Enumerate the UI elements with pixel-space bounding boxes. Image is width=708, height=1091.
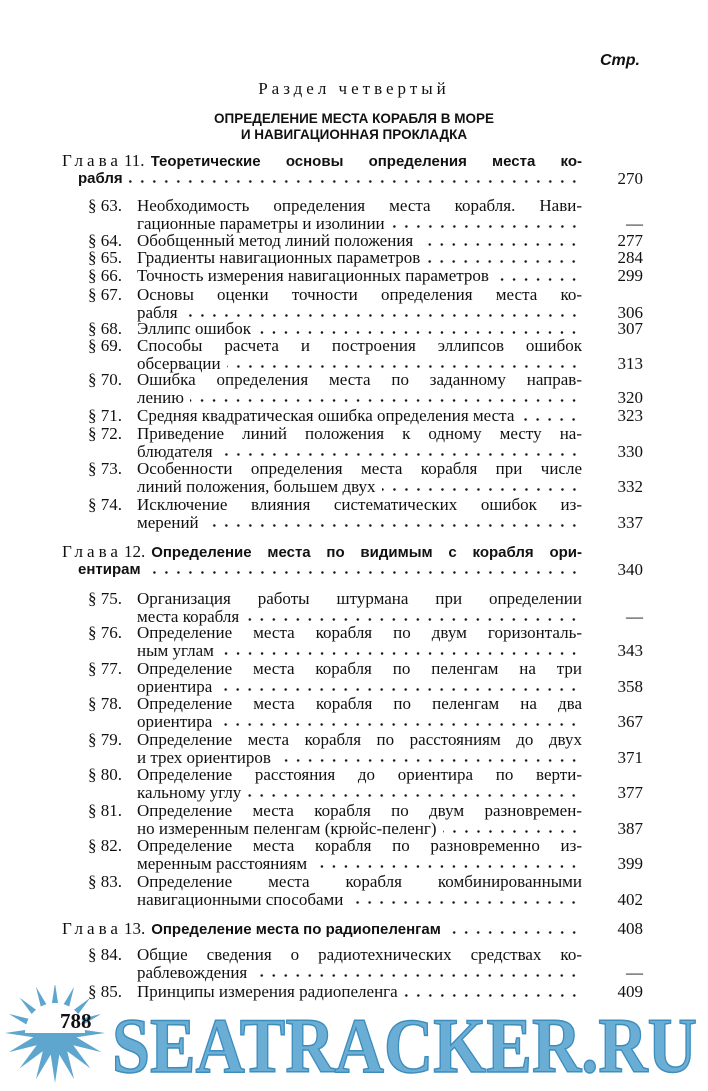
section-line (137, 460, 582, 478)
section-line (137, 197, 582, 215)
dot-leader (219, 453, 580, 456)
section-title-text: обсервации (137, 353, 221, 373)
section-title-text: Определение места корабля по двум разновремен- (137, 802, 582, 820)
section-number: § 70. (88, 370, 122, 389)
section-title-text: Определение места корабля по пеленгам на три (137, 660, 582, 678)
chapter-prefix: Глава (62, 542, 122, 561)
section-title-text: Общие сведения о радиотехнических средствах ко- (137, 946, 582, 964)
section-line (137, 837, 582, 855)
section-line (137, 590, 582, 608)
dot-leader (382, 488, 580, 491)
section-number: § 73. (88, 459, 122, 478)
section-title-text: Обобщенный метод линий положения (137, 231, 414, 250)
chapter-number: 13. (123, 919, 146, 938)
page-reference: 402 (617, 889, 643, 909)
page-reference: 320 (617, 387, 643, 407)
section-line (137, 855, 582, 873)
section-line (137, 267, 582, 285)
dot-leader (129, 180, 580, 183)
section-title-text: раблевождения (137, 962, 248, 982)
section-title-text: Основы оценки точности определения места ко- (137, 286, 582, 304)
dot-leader (447, 931, 580, 934)
page-reference: 307 (617, 319, 643, 338)
section-line (137, 713, 582, 731)
section-line (137, 660, 582, 678)
chapter-title: рабля (78, 169, 123, 187)
section-number: § 66. (88, 266, 122, 285)
page-reference: 306 (617, 302, 643, 322)
page-reference: 323 (617, 406, 643, 425)
section-title-text: гационные параметры и изолинии (137, 213, 385, 233)
dot-leader (419, 243, 580, 246)
dot-leader (218, 723, 580, 726)
section-line (137, 496, 582, 514)
dot-leader (253, 974, 580, 977)
page-reference: 340 (617, 559, 643, 579)
chapter-title: ентирам (78, 560, 141, 578)
dot-leader (205, 524, 580, 527)
page-reference: 337 (617, 512, 643, 532)
section-number: § 76. (88, 623, 122, 642)
page-reference: 332 (617, 476, 643, 496)
section-number: § 72. (88, 424, 122, 443)
section-title-text: Точность измерения навигационных параметров (137, 266, 489, 285)
dot-leader (443, 830, 580, 833)
section-line (137, 407, 582, 425)
section-line (137, 425, 582, 443)
section-number: § 67. (88, 285, 122, 304)
section-line (137, 695, 582, 713)
section-number: § 78. (88, 694, 122, 713)
section-title-text: меренным расстояниям (137, 853, 308, 873)
section-number: § 77. (88, 659, 122, 678)
page-reference: — (626, 213, 643, 233)
page-reference: 371 (617, 747, 643, 767)
section-title-text: мерений (137, 512, 199, 532)
dot-leader (426, 260, 580, 263)
section-number: § 74. (88, 495, 122, 514)
section-number: § 84. (88, 945, 122, 964)
page-number: 788 (60, 1009, 92, 1033)
section-title-text: Организация работы штурмана при определении (137, 590, 582, 608)
page-reference: 377 (617, 782, 643, 802)
page-reference: 367 (617, 711, 643, 731)
section-line (137, 946, 582, 964)
page-column-label: Стр. (600, 52, 640, 69)
page-reference: 409 (617, 982, 643, 1001)
section-line (137, 749, 582, 767)
section-number: § 75. (88, 589, 122, 608)
chapter-number: 11. (123, 151, 145, 170)
section-line (137, 678, 582, 696)
section-title-text: Определение расстояния до ориентира по верти- (137, 766, 582, 784)
page-reference: 299 (617, 266, 643, 285)
watermark-logo (0, 982, 708, 1091)
section-title-text: Определение места корабля по разновременно из- (137, 837, 582, 855)
section-line (137, 249, 582, 267)
dot-leader (247, 794, 580, 797)
dot-leader (349, 901, 580, 904)
section-line (137, 891, 582, 909)
section-title-text: Необходимость определения места корабля. Нави- (137, 197, 582, 215)
section-line (137, 802, 582, 820)
dot-leader (147, 571, 580, 574)
section-line (137, 766, 582, 784)
section-number: § 68. (88, 319, 122, 338)
chapter-title: Определение места по радиопеленгам (151, 921, 441, 938)
section-title-text: но измеренным пеленгам (крюйс-пеленг) (137, 818, 437, 838)
chapter-title: Теоретические основы определения места ко- (150, 153, 582, 170)
dot-leader (218, 688, 580, 691)
section-line (137, 731, 582, 749)
dot-leader (245, 618, 580, 621)
page-reference: 343 (617, 640, 643, 660)
section-title-text: ным углам (137, 640, 214, 660)
chapter-number: 12. (123, 542, 146, 561)
section-title-text: ориентира (137, 676, 213, 696)
chapter-title: Определение места по видимым с корабля ори- (151, 544, 582, 561)
page-reference: 399 (617, 853, 643, 873)
watermark-text: SEATRACKER.RU (112, 1002, 697, 1089)
section-title-text: блюдателя (137, 441, 213, 461)
section-title-text: места корабля (137, 606, 240, 626)
section-title-text: Приведение линий положения к одному месту на- (137, 425, 582, 443)
chapter-line (78, 170, 582, 188)
section-title-text: линий положения, большем двух (137, 476, 376, 496)
dot-leader (495, 278, 580, 281)
section-title-text: Определение места корабля по расстояниям до двух (137, 731, 582, 749)
section-title-text: Градиенты навигационных параметров (137, 248, 421, 267)
section-title-text: ориентира (137, 711, 213, 731)
section-number: § 80. (88, 765, 122, 784)
page-reference: 358 (617, 676, 643, 696)
page-reference: — (626, 606, 643, 626)
section-subtitle-line: ОПРЕДЕЛЕНИЕ МЕСТА КОРАБЛЯ В МОРЕ (214, 111, 494, 126)
section-title-text: кальному углу (137, 782, 242, 802)
section-line (137, 371, 582, 389)
section-number: § 81. (88, 801, 122, 820)
section-title-text: Средняя квадратическая ошибка определения места (137, 406, 515, 425)
section-line (137, 624, 582, 642)
section-line (137, 337, 582, 355)
section-number: § 64. (88, 231, 122, 250)
section-title: Раздел четвертый (258, 79, 450, 98)
section-number: § 85. (88, 982, 122, 1001)
section-line (137, 964, 582, 982)
section-number: § 65. (88, 248, 122, 267)
section-line (137, 608, 582, 626)
section-title-text: навигационными способами (137, 889, 344, 909)
section-number: § 69. (88, 336, 122, 355)
section-line (137, 286, 582, 304)
section-line (137, 784, 582, 802)
section-title-text: Принципы измерения радиопеленга (137, 982, 398, 1001)
section-title-text: Определение места корабля по двум горизонталь- (137, 624, 582, 642)
section-number: § 71. (88, 406, 122, 425)
section-line (137, 215, 582, 233)
section-number: § 79. (88, 730, 122, 749)
dot-leader (277, 759, 580, 762)
section-line (137, 355, 582, 373)
page-reference: 408 (617, 919, 643, 938)
section-line (137, 478, 582, 496)
section-number: § 83. (88, 872, 122, 891)
section-line (137, 514, 582, 532)
section-line (137, 820, 582, 838)
section-line (137, 873, 582, 891)
section-line (137, 642, 582, 660)
page-reference: — (626, 962, 643, 982)
chapter-line (78, 561, 582, 579)
section-number: § 82. (88, 836, 122, 855)
dot-leader (190, 399, 580, 402)
section-title-text: рабля (137, 302, 178, 322)
section-subtitle-line: И НАВИГАЦИОННАЯ ПРОКЛАДКА (240, 127, 468, 142)
chapter-line (62, 920, 582, 939)
section-title-text: Исключение влияния систематических ошибок из- (137, 496, 582, 514)
section-title-text: Ошибка определения места по заданному направ- (137, 371, 582, 389)
dot-leader (220, 652, 580, 655)
section-title-text: Способы расчета и построения эллипсов ошибок (137, 337, 582, 355)
section-line (137, 389, 582, 407)
section-title-text: Определение места корабля комбинированными (137, 873, 582, 891)
sun-icon (5, 985, 105, 1083)
page-reference: 330 (617, 441, 643, 461)
chapter-prefix: Глава (62, 919, 122, 938)
page-reference: 387 (617, 818, 643, 838)
section-title-text: Особенности определения места корабля при числе (137, 460, 582, 478)
dot-leader (313, 865, 580, 868)
page-reference: 313 (617, 353, 643, 373)
page-reference: 284 (617, 248, 643, 267)
chapter-prefix: Глава (62, 151, 122, 170)
section-number: § 63. (88, 196, 122, 215)
dot-leader (520, 418, 580, 421)
chapter-line (62, 543, 582, 562)
page-reference: 277 (617, 231, 643, 250)
section-title-text: Эллипс ошибок (137, 319, 252, 338)
section-title-text: лению (137, 387, 184, 407)
section-line (137, 320, 582, 338)
dot-leader (184, 314, 580, 317)
section-title-text: и трех ориентиров (137, 747, 271, 767)
section-title-text: Определение места корабля по пеленгам на два (137, 695, 582, 713)
page-reference: 270 (617, 168, 643, 188)
dot-leader (227, 365, 580, 368)
chapter-line (62, 152, 582, 171)
section-line (137, 443, 582, 461)
dot-leader (257, 331, 580, 334)
dot-leader (391, 225, 580, 228)
